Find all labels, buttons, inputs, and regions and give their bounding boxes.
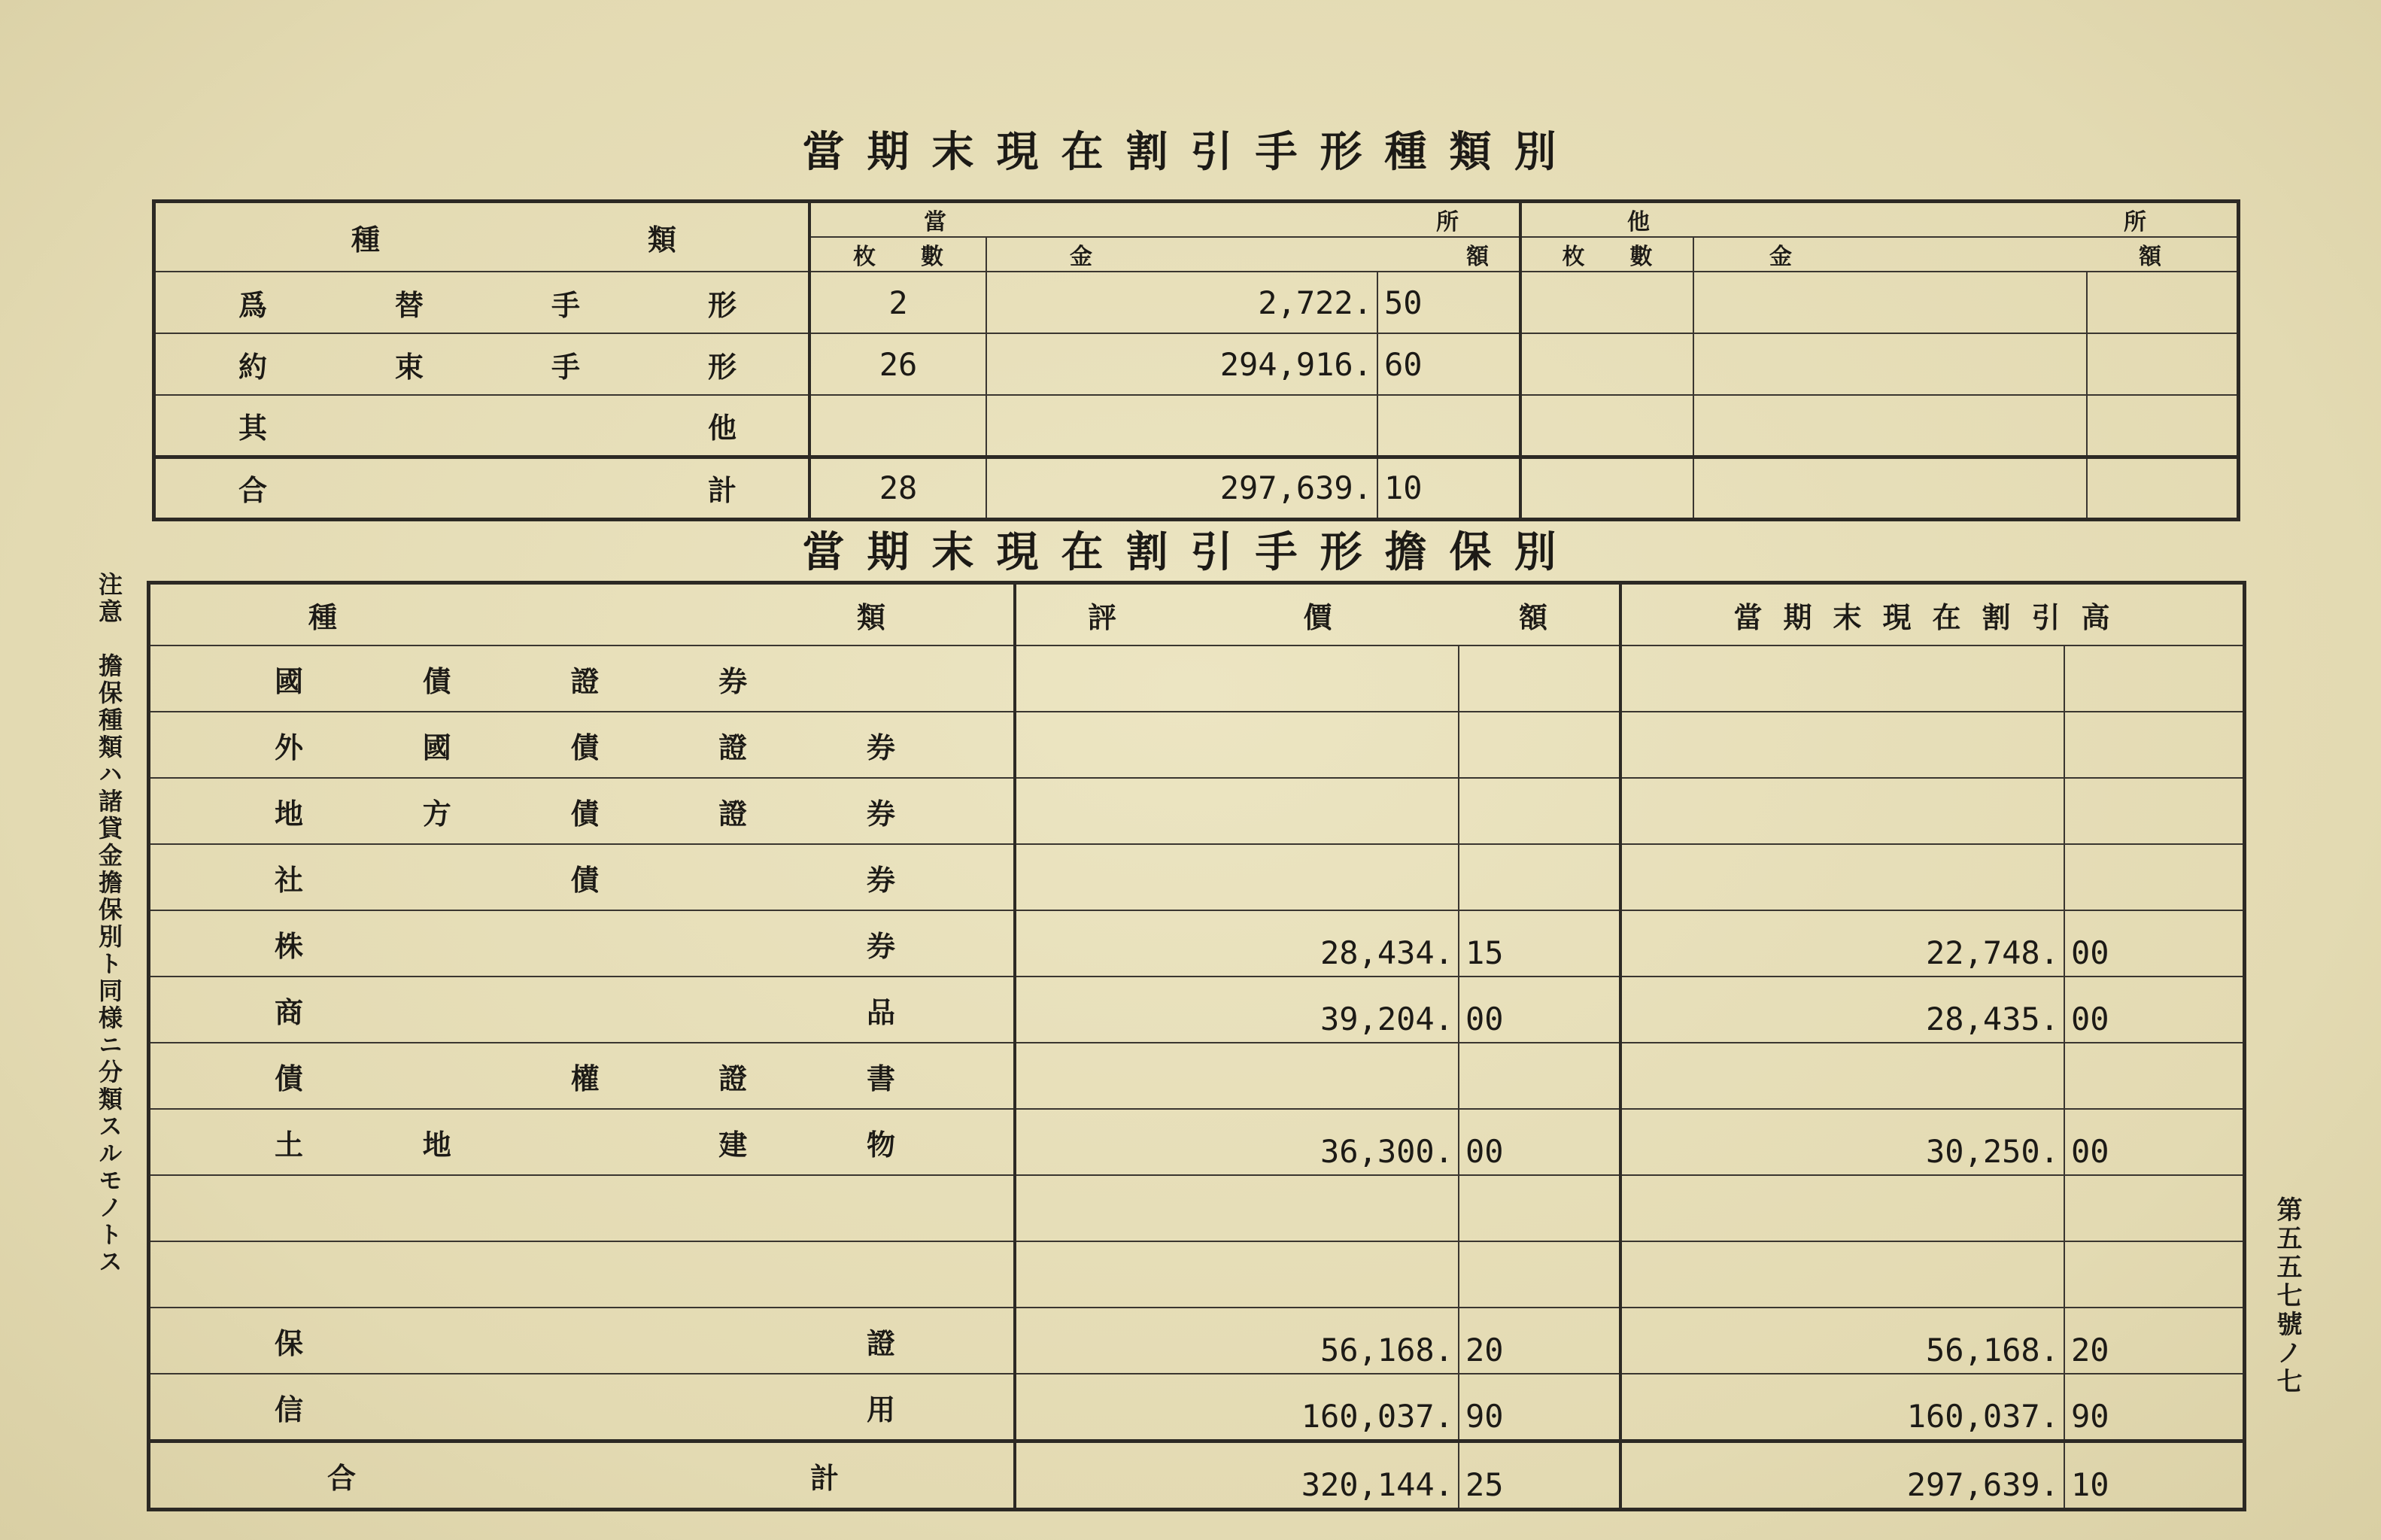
- t2-value-int: [1015, 645, 1459, 712]
- t2-value-dec: 00: [1459, 1109, 1620, 1175]
- t2-value-dec: [1459, 1175, 1620, 1241]
- t2-discount-int: [1620, 1241, 2064, 1308]
- t1-total-label: 合 計: [155, 457, 809, 518]
- t2-discount-header: 當期末現在割引高: [1620, 584, 2243, 645]
- t2-value-dec: 15: [1459, 910, 1620, 977]
- t1-other-count: [1520, 395, 1693, 457]
- t2-discount-dec: [2064, 645, 2243, 712]
- table-row: [150, 645, 2243, 712]
- t1-other-amount-dec: [2087, 395, 2237, 457]
- t1-own-count: [809, 395, 986, 457]
- t2-discount-dec: 20: [2064, 1308, 2243, 1374]
- t1-own-header: 當 所: [809, 202, 1520, 237]
- t1-total-amount-int: 297,639.: [986, 457, 1377, 518]
- t2-row-label: 國 債 證 券: [150, 645, 1015, 712]
- t2-kind-header: 種 類: [150, 584, 1015, 645]
- t2-total-label: 合 計: [150, 1441, 1015, 1509]
- page-number: 第五五七號ノ七: [2272, 1196, 2302, 1396]
- table-row: [155, 457, 2237, 518]
- t2-value-int: 39,204.: [1015, 977, 1459, 1043]
- t2-value-header: 評 價 額: [1015, 584, 1620, 645]
- table-row: [150, 712, 2243, 778]
- t2-discount-int: 28,435.: [1620, 977, 2064, 1043]
- t2-discount-int: [1620, 712, 2064, 778]
- t1-other-total-count: [1520, 457, 1693, 518]
- t2-discount-dec: [2064, 712, 2243, 778]
- t2-discount-dec: 00: [2064, 977, 2243, 1043]
- t2-value-int: 320,144.: [1015, 1441, 1459, 1509]
- t1-own-amount-int: [986, 395, 1377, 457]
- t2-row-label: 株 券: [150, 910, 1015, 977]
- t1-other-amount-int: [1693, 333, 2087, 395]
- table-row: [150, 778, 2243, 844]
- t2-value-int: [1015, 778, 1459, 844]
- table-row: [150, 977, 2243, 1043]
- table-row: [155, 272, 2237, 333]
- t1-other-header: 他 所: [1520, 202, 2237, 237]
- t2-row-label: 債 權 證 書: [150, 1043, 1015, 1109]
- t2-value-int: 36,300.: [1015, 1109, 1459, 1175]
- t2-discount-dec: [2064, 1241, 2243, 1308]
- t2-discount-dec: 90: [2064, 1374, 2243, 1441]
- t1-row-label: 約 束 手 形: [155, 333, 809, 395]
- t2-row-label: 商 品: [150, 977, 1015, 1043]
- t1-other-count-header: 枚 數: [1520, 237, 1693, 272]
- t1-other-count: [1520, 333, 1693, 395]
- t2-discount-dec: [2064, 844, 2243, 910]
- discount-bills-by-collateral-table: [149, 583, 2244, 1509]
- table-row: [150, 1241, 2243, 1308]
- t2-discount-int: [1620, 778, 2064, 844]
- table-row: [150, 1043, 2243, 1109]
- t1-total-count: 28: [809, 457, 986, 518]
- t1-other-total-int: [1693, 457, 2087, 518]
- t2-row-label: 外 國 債 證 券: [150, 712, 1015, 778]
- t2-value-int: [1015, 844, 1459, 910]
- t2-discount-int: [1620, 1043, 2064, 1109]
- t1-other-amount-int: [1693, 395, 2087, 457]
- t2-value-int: [1015, 1043, 1459, 1109]
- table-row: [150, 1109, 2243, 1175]
- t1-kind-header: 種 類: [155, 202, 809, 272]
- t2-value-dec: 90: [1459, 1374, 1620, 1441]
- table1-title: 當期末現在割引手形種類別: [802, 127, 1579, 177]
- t2-value-dec: [1459, 645, 1620, 712]
- table-row: [150, 1374, 2243, 1441]
- table-row: [150, 910, 2243, 977]
- t1-other-amount-header: 金 額: [1693, 237, 2237, 272]
- t2-value-dec: [1459, 1043, 1620, 1109]
- t2-discount-int: [1620, 844, 2064, 910]
- t2-value-int: 160,037.: [1015, 1374, 1459, 1441]
- table-row: [155, 333, 2237, 395]
- table-row: [150, 1441, 2243, 1509]
- t1-own-count-header: 枚 數: [809, 237, 986, 272]
- table2-title: 當期末現在割引手形擔保別: [802, 527, 1579, 577]
- t2-row-label: [150, 1241, 1015, 1308]
- note-text: 注意 擔保種類ハ諸貸金擔保別ト同様ニ分類スルモノトス: [95, 572, 123, 1276]
- t1-row-label: 爲 替 手 形: [155, 272, 809, 333]
- t1-own-amount-dec: [1377, 395, 1520, 457]
- table-row: [155, 395, 2237, 457]
- t2-discount-dec: 00: [2064, 1109, 2243, 1175]
- t2-discount-dec: [2064, 778, 2243, 844]
- t2-discount-int: [1620, 1175, 2064, 1241]
- t2-row-label: [150, 1175, 1015, 1241]
- t2-value-dec: [1459, 712, 1620, 778]
- t1-other-count: [1520, 272, 1693, 333]
- t2-discount-int: 22,748.: [1620, 910, 2064, 977]
- t2-discount-int: 30,250.: [1620, 1109, 2064, 1175]
- t2-discount-dec: 10: [2064, 1441, 2243, 1509]
- t2-value-dec: [1459, 778, 1620, 844]
- t1-own-count: 26: [809, 333, 986, 395]
- t2-value-dec: [1459, 844, 1620, 910]
- t1-total-amount-dec: 10: [1377, 457, 1520, 518]
- t2-value-int: 56,168.: [1015, 1308, 1459, 1374]
- t2-discount-int: 160,037.: [1620, 1374, 2064, 1441]
- t2-value-int: [1015, 1175, 1459, 1241]
- t1-other-amount-dec: [2087, 272, 2237, 333]
- t1-other-amount-dec: [2087, 333, 2237, 395]
- t2-discount-int: 297,639.: [1620, 1441, 2064, 1509]
- t1-own-amount-int: 2,722.: [986, 272, 1377, 333]
- t1-own-count: 2: [809, 272, 986, 333]
- t2-discount-int: [1620, 645, 2064, 712]
- t2-value-dec: 00: [1459, 977, 1620, 1043]
- t2-discount-dec: [2064, 1043, 2243, 1109]
- t2-value-int: [1015, 712, 1459, 778]
- t2-value-int: [1015, 1241, 1459, 1308]
- t2-discount-dec: [2064, 1175, 2243, 1241]
- t2-value-dec: 25: [1459, 1441, 1620, 1509]
- t2-row-label: 信 用: [150, 1374, 1015, 1441]
- t2-row-label: 地 方 債 證 券: [150, 778, 1015, 844]
- t2-value-int: 28,434.: [1015, 910, 1459, 977]
- t2-row-label: 社 債 券: [150, 844, 1015, 910]
- table-row: [150, 1308, 2243, 1374]
- t1-own-amount-int: 294,916.: [986, 333, 1377, 395]
- t1-own-amount-dec: 50: [1377, 272, 1520, 333]
- t1-row-label: 其 他: [155, 395, 809, 457]
- discount-bills-by-type-table: [154, 202, 2238, 519]
- table-row: [150, 844, 2243, 910]
- t2-value-dec: 20: [1459, 1308, 1620, 1374]
- t2-discount-dec: 00: [2064, 910, 2243, 977]
- t1-own-amount-dec: 60: [1377, 333, 1520, 395]
- table-row: [150, 1175, 2243, 1241]
- t2-row-label: 保 證: [150, 1308, 1015, 1374]
- t1-own-amount-header: 金 額: [986, 237, 1520, 272]
- t2-row-label: 土 地 建 物: [150, 1109, 1015, 1175]
- t2-discount-int: 56,168.: [1620, 1308, 2064, 1374]
- t2-value-dec: [1459, 1241, 1620, 1308]
- t1-other-total-dec: [2087, 457, 2237, 518]
- t1-other-amount-int: [1693, 272, 2087, 333]
